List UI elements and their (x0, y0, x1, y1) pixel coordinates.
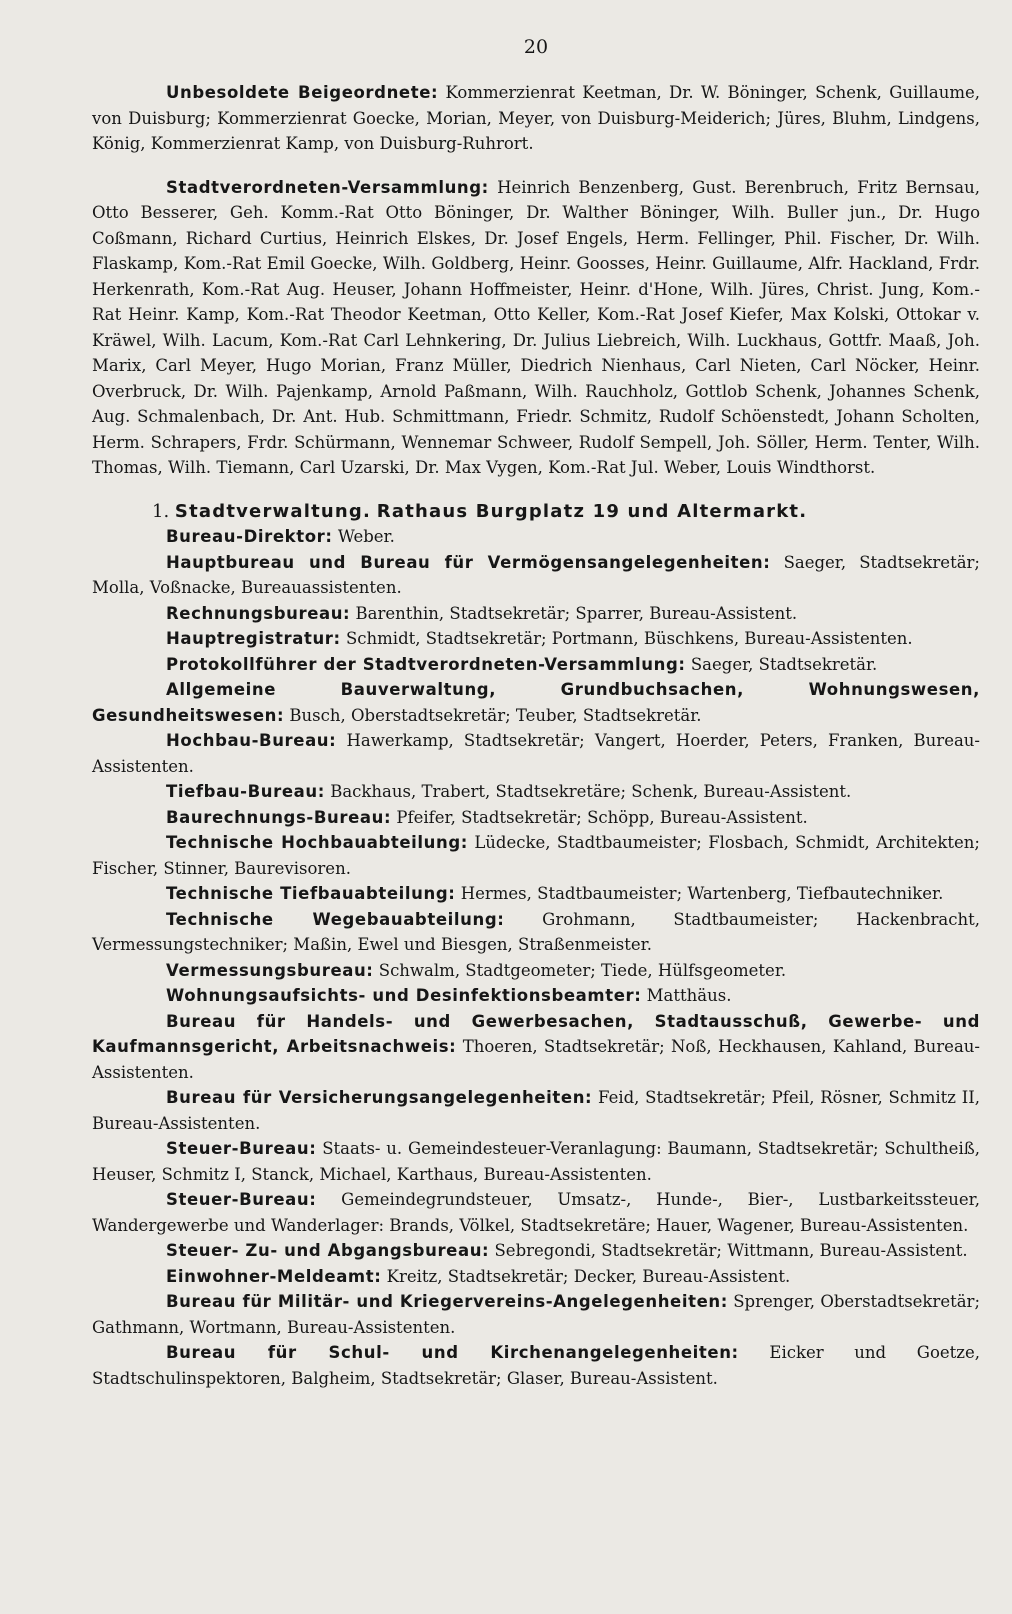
city-council-heading: Stadtverordneten-Versammlung: (166, 177, 489, 197)
department-text: Schwalm, Stadtgeometer; Tiede, Hülfsgeometer. (373, 960, 787, 980)
department-entry (92, 550, 980, 601)
department-entry (92, 779, 980, 805)
department-entry (92, 1187, 980, 1238)
department-heading: Tiefbau-Bureau: (166, 782, 325, 801)
department-entry (92, 1085, 980, 1136)
department-heading: Technische Hochbauabteilung: (166, 833, 468, 852)
department-heading: Baurechnungs-Bureau: (166, 807, 392, 827)
department-text: Barenthin, Stadtsekretär; Sparrer, Bureau-Assistent. (350, 603, 798, 623)
department-heading: Protokollführer der Stadtverordneten-Versammlung: (166, 654, 686, 674)
department-text: Saeger, Stadtsekretär; Molla, Voßnacke, Bureauassistenten. (92, 552, 980, 597)
department-text: Gemeindegrundsteuer, Umsatz-, Hunde-, Bier-, Lustbarkeitssteuer, Wandergewerbe und Wanderlager: Brands, Völkel, Stadtsekretäre; Hauer, Wagener, Bureau-Assistenten. (92, 1190, 980, 1235)
department-entry (92, 958, 980, 984)
department-entry (92, 907, 980, 958)
department-heading: Hauptregistratur: (166, 629, 341, 648)
department-text: Kreitz, Stadtsekretär; Decker, Bureau-Assistent. (381, 1266, 791, 1286)
department-text: Thoeren, Stadtsekretär; Noß, Heckhausen, Kahland, Bureau-Assistenten. (92, 1037, 980, 1082)
department-heading: Allgemeine Bauverwaltung, Grundbuchsachen, Wohnungswesen, Gesundheitswesen: (92, 680, 980, 725)
department-heading: Hauptbureau und Bureau für Vermögensangelegenheiten: (166, 552, 771, 572)
department-heading: Technische Wegebauabteilung: (166, 909, 505, 929)
department-entry (92, 1009, 980, 1086)
department-text: Sprenger, Oberstadtsekretär; Gathmann, Wortmann, Bureau-Assistenten. (92, 1292, 980, 1337)
department-text: Backhaus, Trabert, Stadtsekretäre; Schenk, Bureau-Assistent. (324, 782, 852, 801)
department-entry (92, 1340, 980, 1391)
department-heading: Technische Tiefbauabteilung: (166, 884, 456, 903)
department-heading: Rechnungsbureau: (166, 603, 351, 623)
department-entry (92, 1264, 980, 1290)
department-text: Sebregondi, Stadtsekretär; Wittmann, Bureau-Assistent. (489, 1241, 968, 1260)
department-entry (92, 626, 980, 652)
department-entry (92, 881, 980, 907)
city-council-text: Heinrich Benzenberg, Gust. Berenbruch, Fritz Bernsau, Otto Besserer, Geh. Komm.-Rat Otto Böninger, Dr. Walther Böninger, Wilh. Buller jun., Dr. Hugo Coßmann, Richard Curtius, Heinrich Elskes, Dr. Josef Engels, Herm. Fellinger, Phil. Fischer, Dr. Wilh. Flaskamp, Kom.-Rat Emil Goecke, Wilh. Goldberg, Heinr. Goosses, Heinr. Guillaume, Alfr. Hackland, Frdr. Herkenrath, Kom.-Rat Aug. Heuser, Johann Hoffmeister, Heinr. d'Hone, Wilh. Jüres, Christ. Jung, Kom.-Rat Heinr. Kamp, Kom.-Rat Theodor Keetman, Otto Keller, Kom.-Rat Josef Kiefer, Max Kolski, Ottokar v. Kräwel, Wilh. Lacum, Kom.-Rat Carl Lehnkering, Dr. Julius Liebreich, Wilh. Luckhaus, Gottfr. Maaß, Joh. Marix, Carl Meyer, Hugo Morian, Franz Müller, Diedrich Nienhaus, Carl Nieten, Carl Nöcker, Heinr. Overbruck, Dr. Wilh. Pajenkamp, Arnold Paßmann, Wilh. Rauchholz, Gottlob Schenk, Johannes Schenk, Aug. Schmalenbach, Dr. Ant. Hub. Schmittmann, Friedr. Schmitz, Rudolf Schöenstedt, Johann Scholten, Herm. Schrapers, Frdr. Schürmann, Wennemar Schweer, Rudolf Sempell, Joh. Söller, Herm. Tenter, Wilh. Thomas, Wilh. Tiemann, Carl Uzarski, Dr. Max Vygen, Kom.-Rat Jul. Weber, Louis Windthorst. (92, 177, 980, 477)
unpaid-councillors-text: Kommerzienrat Keetman, Dr. W. Böninger, Schenk, Guillaume, von Duisburg; Kommerzienrat Goecke, Morian, Meyer, von Duisburg-Meiderich; Jüres, Bluhm, Lindgens, König, Kommerzienrat Kamp, von Duisburg-Ruhrort. (92, 83, 980, 153)
department-text: Busch, Oberstadtsekretär; Teuber, Stadtsekretär. (284, 705, 702, 725)
department-heading: Hochbau-Bureau: (166, 731, 337, 750)
department-entry (92, 677, 980, 728)
department-text: Staats- u. Gemeindesteuer-Veranlagung: Baumann, Stadtsekretär; Schultheiß, Heuser, Schmitz I, Stanck, Michael, Karthaus, Bureau-Assistenten. (92, 1139, 980, 1184)
department-heading: Vermessungsbureau: (166, 960, 374, 980)
department-heading: Steuer-Bureau: (166, 1139, 317, 1158)
department-text: Pfeifer, Stadtsekretär; Schöpp, Bureau-Assistent. (391, 807, 808, 827)
department-entry (92, 524, 980, 550)
department-text: Schmidt, Stadtsekretär; Portmann, Büschkens, Bureau-Assistenten. (340, 629, 913, 648)
department-heading: Einwohner-Meldeamt: (166, 1266, 382, 1286)
department-heading: Bureau-Direktor: (166, 527, 333, 546)
section-location: Rathaus Burgplatz 19 und Altermarkt. (376, 500, 808, 522)
section-name: Stadtverwaltung. (174, 500, 372, 522)
department-heading: Steuer- Zu- und Abgangsbureau: (166, 1241, 490, 1260)
department-heading: Bureau für Handels- und Gewerbesachen, Stadtausschuß, Gewerbe- und Kaufmannsgericht, Arbeitsnachweis: (92, 1011, 980, 1056)
section-number: 1. (152, 500, 170, 522)
department-entry (92, 652, 980, 678)
department-text: Weber. (332, 527, 395, 546)
department-text: Grohmann, Stadtbaumeister; Hackenbracht, Vermessungstechniker; Maßin, Ewel und Biesgen, Straßenmeister. (92, 909, 980, 954)
department-entry (92, 1238, 980, 1264)
page-number: 20 (523, 36, 549, 58)
department-heading: Bureau für Militär- und Kriegervereins-Angelegenheiten: (166, 1292, 728, 1311)
department-entry (92, 983, 980, 1009)
department-text: Matthäus. (641, 986, 732, 1005)
department-text: Saeger, Stadtsekretär. (685, 654, 878, 674)
department-text: Eicker und Goetze, Stadtschulinspektoren, Balgheim, Stadtsekretär; Glaser, Bureau-Assistent. (92, 1343, 981, 1388)
department-text: Hawerkamp, Stadtsekretär; Vangert, Hoerder, Peters, Franken, Bureau-Assistenten. (92, 731, 980, 776)
unpaid-councillors-heading: Unbesoldete Beigeordnete: (166, 83, 439, 102)
department-heading: Steuer-Bureau: (166, 1190, 317, 1209)
city-council-paragraph (92, 175, 980, 481)
unpaid-councillors-paragraph (92, 80, 980, 157)
department-list (92, 524, 980, 1391)
department-entry (92, 1289, 980, 1340)
department-text: Hermes, Stadtbaumeister; Wartenberg, Tiefbautechniker. (455, 884, 944, 903)
department-entry (92, 1136, 980, 1187)
department-text: Feid, Stadtsekretär; Pfeil, Rösner, Schmitz II, Bureau-Assistenten. (92, 1088, 980, 1133)
department-entry (92, 601, 980, 627)
section-title (92, 499, 980, 525)
department-text: Lüdecke, Stadtbaumeister; Flosbach, Schmidt, Architekten; Fischer, Stinner, Baurevisoren. (92, 833, 980, 878)
department-heading: Wohnungsaufsichts- und Desinfektionsbeamter: (166, 986, 642, 1005)
department-heading: Bureau für Versicherungsangelegenheiten: (166, 1088, 593, 1107)
department-entry (92, 830, 980, 881)
department-entry (92, 728, 980, 779)
department-heading: Bureau für Schul- und Kirchenangelegenheiten: (166, 1343, 739, 1362)
department-entry (92, 805, 980, 831)
